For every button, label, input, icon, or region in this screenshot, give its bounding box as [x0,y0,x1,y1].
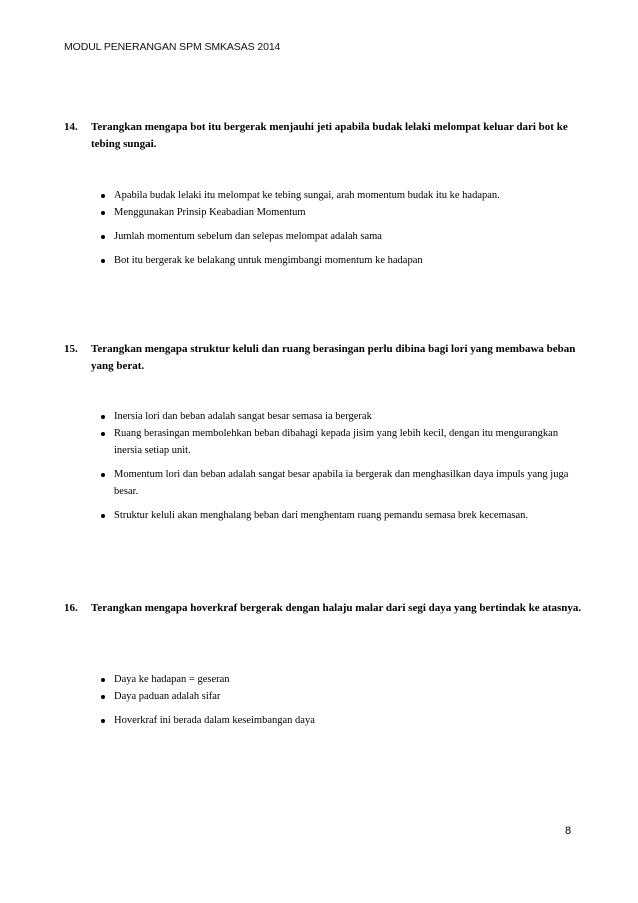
bullet-icon [101,235,105,239]
answer-item: Struktur keluli akan menghalang beban dari menghentam ruang pemandu semasa brek kecemasan. [99,507,569,524]
page-header: MODUL PENERANGAN SPM SMKASAS 2014 [64,41,281,53]
answer-item: Inersia lori dan beban adalah sangat besar semasa ia bergerak [99,408,569,425]
answer-item: Menggunakan Prinsip Keabadian Momentum [99,204,569,221]
question-number: 16. [64,602,78,614]
bullet-icon [101,432,105,436]
answer-item: Daya paduan adalah sifar [99,688,569,705]
answer-item: Hoverkraf ini berada dalam keseimbangan daya [99,712,569,729]
bullet-icon [101,695,105,699]
bullet-icon [101,514,105,518]
answer-item: Momentum lori dan beban adalah sangat besar apabila ia bergerak dan menghasilkan daya impuls yang juga besar. [99,466,569,500]
answer-item: Ruang berasingan membolehkan beban dibahagi kepada jisim yang lebih kecil, dengan itu mengurangkan inersia setiap unit. [99,425,569,459]
page-number: 8 [565,825,572,837]
answer-item: Bot itu bergerak ke belakang untuk mengimbangi momentum ke hadapan [99,252,569,269]
answer-item: Jumlah momentum sebelum dan selepas melompat adalah sama [99,228,569,245]
bullet-icon [101,259,105,263]
bullet-icon [101,194,105,198]
bullet-icon [101,719,105,723]
question-text: Terangkan mengapa bot itu bergerak menjauhi jeti apabila budak lelaki melompat keluar dari bot ke tebing sungai. [91,121,568,150]
bullet-icon [101,473,105,477]
answer-list-14 [99,187,569,269]
bullet-icon [101,415,105,419]
question-text: Terangkan mengapa hoverkraf bergerak dengan halaju malar dari segi daya yang bertindak ke atasnya. [91,602,582,614]
answer-list-15 [99,408,569,524]
bullet-icon [101,678,105,682]
question-text: Terangkan mengapa struktur keluli dan ruang berasingan perlu dibina bagi lori yang membawa beban yang berat. [91,343,576,372]
answer-item: Apabila budak lelaki itu melompat ke tebing sungai, arah momentum budak itu ke hadapan. [99,187,569,204]
answer-list-16 [99,671,569,729]
answer-item: Daya ke hadapan = geseran [99,671,569,688]
bullet-icon [101,211,105,215]
question-number: 14. [64,121,78,133]
question-number: 15. [64,343,78,355]
